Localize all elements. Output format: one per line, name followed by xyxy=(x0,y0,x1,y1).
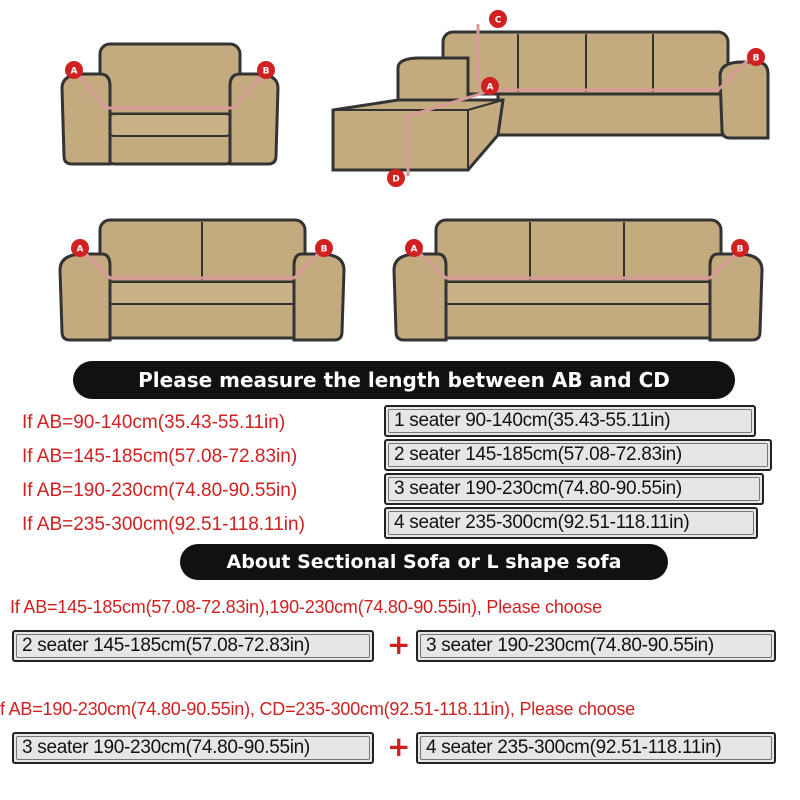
size-option-4-seater: 4 seater 235-300cm(92.51-118.11in) xyxy=(384,507,758,539)
marker-a-sectional: A xyxy=(486,82,494,93)
three-seat-sofa-illustration xyxy=(388,210,768,355)
sectional-option-4-seater: 4 seater 235-300cm(92.51-118.11in) xyxy=(416,732,776,764)
size-option-1-seater: 1 seater 90-140cm(35.43-55.11in) xyxy=(384,405,756,437)
loveseat-illustration xyxy=(52,210,352,355)
measure-heading: Please measure the length between AB and CD xyxy=(73,361,735,399)
marker-a-loveseat: A xyxy=(76,244,84,255)
size-rule-condition: If AB=190-230cm(74.80-90.55in) xyxy=(22,480,298,501)
sectional-note-2: f AB=190-230cm(74.80-90.55in), CD=235-300cm(92.51-118.11in), Please choose xyxy=(0,699,635,719)
sectional-option-3-seater-b: 3 seater 190-230cm(74.80-90.55in) xyxy=(12,732,374,764)
marker-b-sectional: B xyxy=(752,53,760,64)
marker-b-three-seat: B xyxy=(736,244,744,255)
marker-b: B xyxy=(262,66,270,77)
plus-sign: + xyxy=(387,730,411,763)
size-option-3-seater: 3 seater 190-230cm(74.80-90.55in) xyxy=(384,473,764,505)
marker-c: C xyxy=(494,15,502,26)
sectional-heading: About Sectional Sofa or L shape sofa xyxy=(180,544,668,580)
size-rule-condition: If AB=90-140cm(35.43-55.11in) xyxy=(22,412,286,433)
armchair-illustration xyxy=(50,38,290,178)
sectional-option-2-seater: 2 seater 145-185cm(57.08-72.83in) xyxy=(12,630,374,662)
sectional-note-1: If AB=145-185cm(57.08-72.83in),190-230cm(74.80-90.55in), Please choose xyxy=(10,597,602,617)
plus-sign: + xyxy=(387,628,411,661)
marker-a: A xyxy=(70,66,78,77)
size-rule-condition: If AB=145-185cm(57.08-72.83in) xyxy=(22,446,298,467)
size-option-2-seater: 2 seater 145-185cm(57.08-72.83in) xyxy=(384,439,772,471)
marker-b-loveseat: B xyxy=(320,244,328,255)
marker-d: D xyxy=(392,174,400,185)
marker-a-three-seat: A xyxy=(410,244,418,255)
sectional-sofa-illustration xyxy=(328,10,773,195)
size-rule-condition: If AB=235-300cm(92.51-118.11in) xyxy=(22,514,305,535)
sectional-option-3-seater: 3 seater 190-230cm(74.80-90.55in) xyxy=(416,630,776,662)
